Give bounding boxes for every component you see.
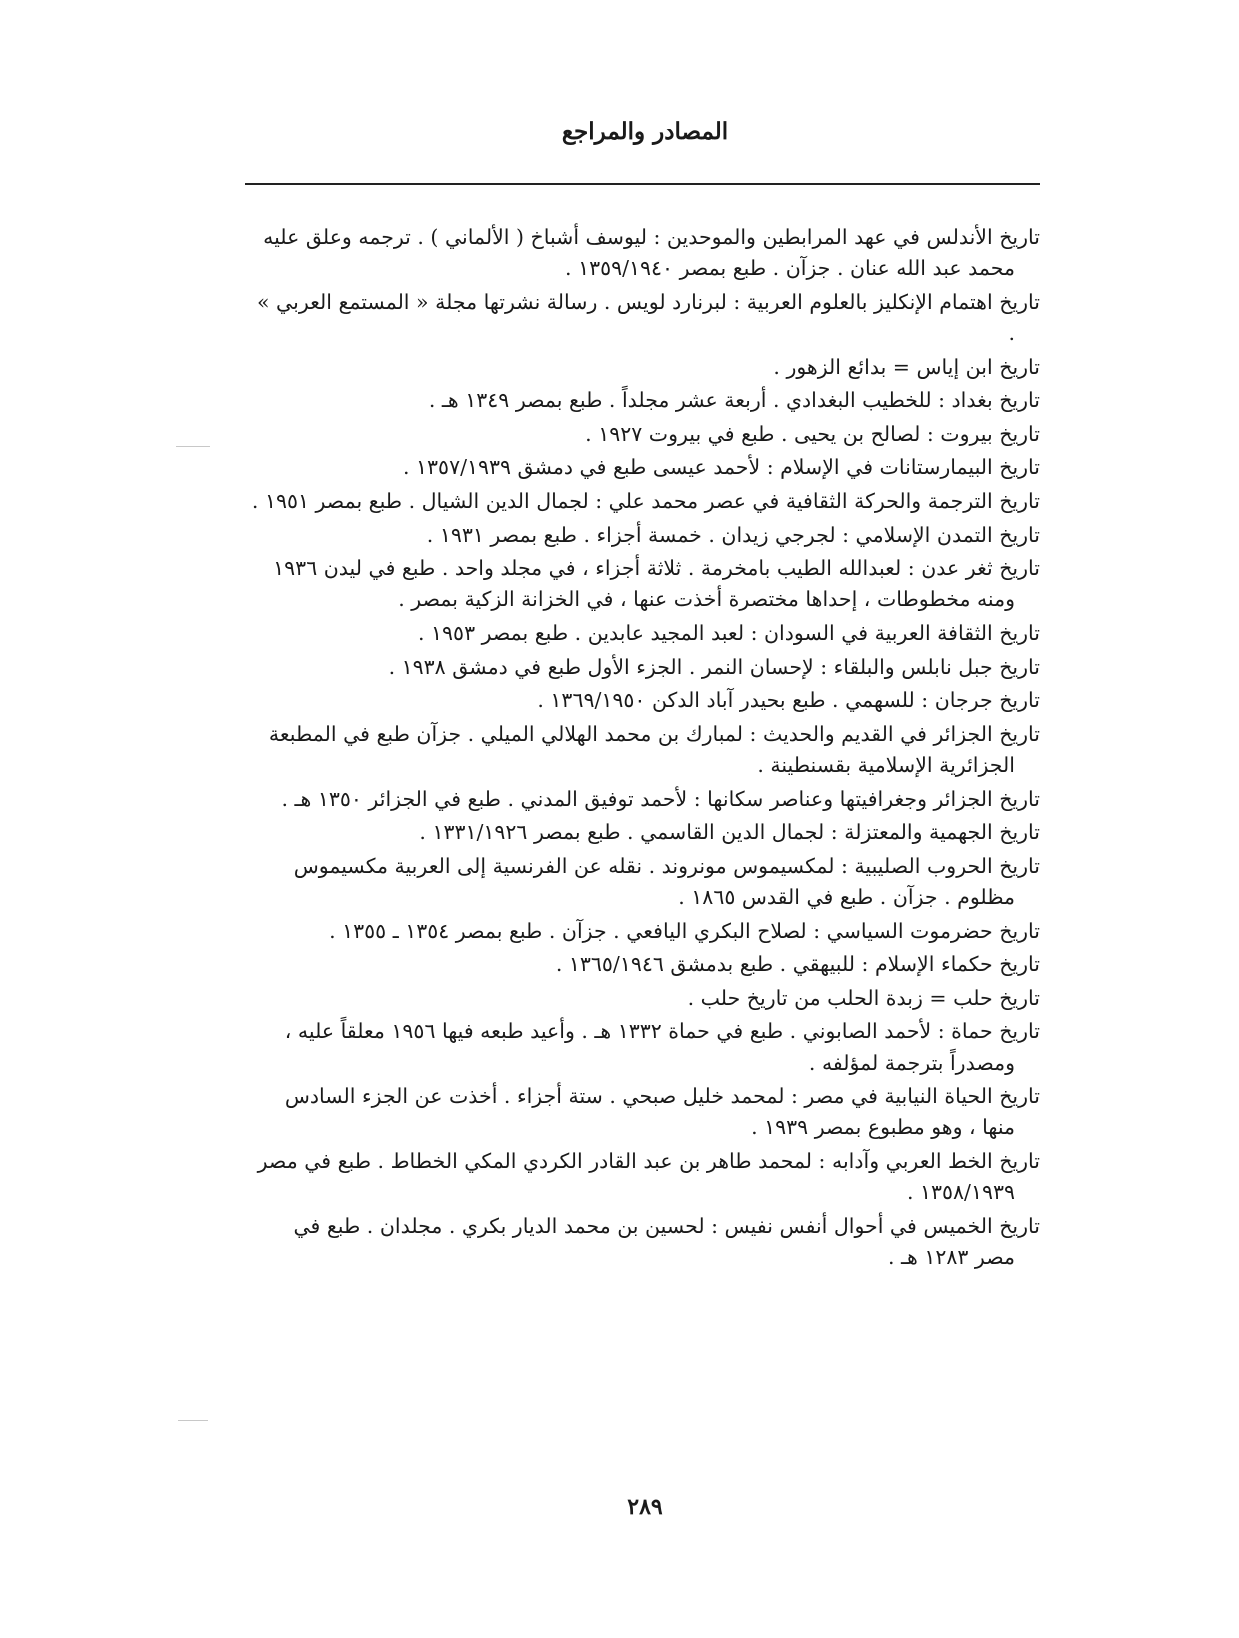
page-header <box>250 118 1040 145</box>
bibliography-entry: تاريخ اهتمام الإنكليز بالعلوم العربية : لبرنارد لويس . رسالة نشرتها مجلة « المستمع العربي » . <box>256 289 1040 345</box>
bibliography-entry: تاريخ جرجان : للسهمي . طبع بحيدر آباد الدكن ١٣٦٩/١٩٥٠ . <box>537 688 1040 713</box>
bibliography-entry: تاريخ حكماء الإسلام : للبيهقي . طبع بدمشق ١٣٦٥/١٩٤٦ . <box>555 952 1040 977</box>
running-title: المصادر والمراجع <box>561 118 729 145</box>
bibliography-entry: تاريخ الجزائر وجغرافيتها وعناصر سكانها : لأحمد توفيق المدني . طبع في الجزائر ١٣٥٠ هـ . <box>281 786 1040 811</box>
bibliography-entry: تاريخ الأندلس في عهد المرابطين والموحدين : ليوسف أشباخ ( الألماني ) . ترجمه وعلق عليه محمد عبد الله عنان . جزآن . طبع بمصر ١٣٥٩/١٩٤٠ . <box>263 225 1040 281</box>
bibliography-entry: تاريخ الخط العربي وآدابه : لمحمد طاهر بن عبد القادر الكردي المكي الخطاط . طبع في مصر ١٣٥٨/١٩٣٩ . <box>257 1148 1040 1205</box>
bibliography-entry: تاريخ الترجمة والحركة الثقافية في عصر محمد علي : لجمال الدين الشيال . طبع بمصر ١٩٥١ . <box>251 488 1040 513</box>
bibliography-entry: تاريخ التمدن الإسلامي : لجرجي زيدان . خمسة أجزاء . طبع بمصر ١٩٣١ . <box>426 522 1040 547</box>
scan-mark <box>178 1420 208 1421</box>
bibliography-entry: تاريخ الحروب الصليبية : لمكسيموس مونروند . نقله عن الفرنسية إلى العربية مكسيموس مظلوم . جزآن . طبع في القدس ١٨٦٥ . <box>293 853 1040 909</box>
header-divider <box>245 183 1040 185</box>
bibliography-entry: تاريخ الجهمية والمعتزلة : لجمال الدين القاسمي . طبع بمصر ١٣٣١/١٩٢٦ . <box>419 820 1040 845</box>
bibliography-list <box>248 222 1040 1275</box>
scan-mark <box>176 446 210 447</box>
bibliography-entry: تاريخ البيمارستانات في الإسلام : لأحمد عيسى طبع في دمشق ١٣٥٧/١٩٣٩ . <box>402 455 1040 480</box>
bibliography-entry: تاريخ حماة : لأحمد الصابوني . طبع في حماة ١٣٣٢ هـ . وأعيد طبعه فيها ١٩٥٦ معلقاً عليه ، ومصدراً بترجمة لمؤلفه . <box>284 1019 1040 1075</box>
bibliography-entry: تاريخ جبل نابلس والبلقاء : لإحسان النمر . الجزء الأول طبع في دمشق ١٩٣٨ . <box>388 654 1040 679</box>
bibliography-entry: تاريخ الخميس في أحوال أنفس نفيس : لحسين بن محمد الديار بكري . مجلدان . طبع في مصر ١٢٨٣ هـ . <box>293 1213 1040 1269</box>
bibliography-entry: تاريخ بيروت : لصالح بن يحيى . طبع في بيروت ١٩٢٧ . <box>585 421 1040 446</box>
bibliography-entry: تاريخ ثغر عدن : لعبدالله الطيب بامخرمة . ثلاثة أجزاء ، في مجلد واحد . طبع في ليدن ١٩٣٦ ومنه مخطوطات ، إحداها مختصرة أخذت عنها ، في الخزانة الزكية بمصر . <box>273 556 1040 612</box>
bibliography-entry: تاريخ الجزائر في القديم والحديث : لمبارك بن محمد الهلالي الميلي . جزآن طبع في المطبعة الجزائرية الإسلامية بقسنطينة . <box>268 721 1040 777</box>
bibliography-entry: تاريخ الثقافة العربية في السودان : لعبد المجيد عابدين . طبع بمصر ١٩٥٣ . <box>417 620 1040 645</box>
bibliography-entry: تاريخ حلب = زبدة الحلب من تاريخ حلب . <box>687 985 1040 1010</box>
bibliography-entry: تاريخ بغداد : للخطيب البغدادي . أربعة عشر مجلداً . طبع بمصر ١٣٤٩ هـ . <box>428 388 1040 413</box>
bibliography-entry: تاريخ الحياة النيابية في مصر : لمحمد خليل صبحي . ستة أجزاء . أخذت عن الجزء السادس منها ، وهو مطبوع بمصر ١٩٣٩ . <box>284 1084 1040 1140</box>
bibliography-entry: تاريخ ابن إياس = بدائع الزهور . <box>773 354 1040 379</box>
bibliography-entry: تاريخ حضرموت السياسي : لصلاح البكري اليافعي . جزآن . طبع بمصر ١٣٥٤ ـ ١٣٥٥ . <box>329 918 1040 943</box>
page-number: ٢٨٩ <box>627 1494 663 1520</box>
